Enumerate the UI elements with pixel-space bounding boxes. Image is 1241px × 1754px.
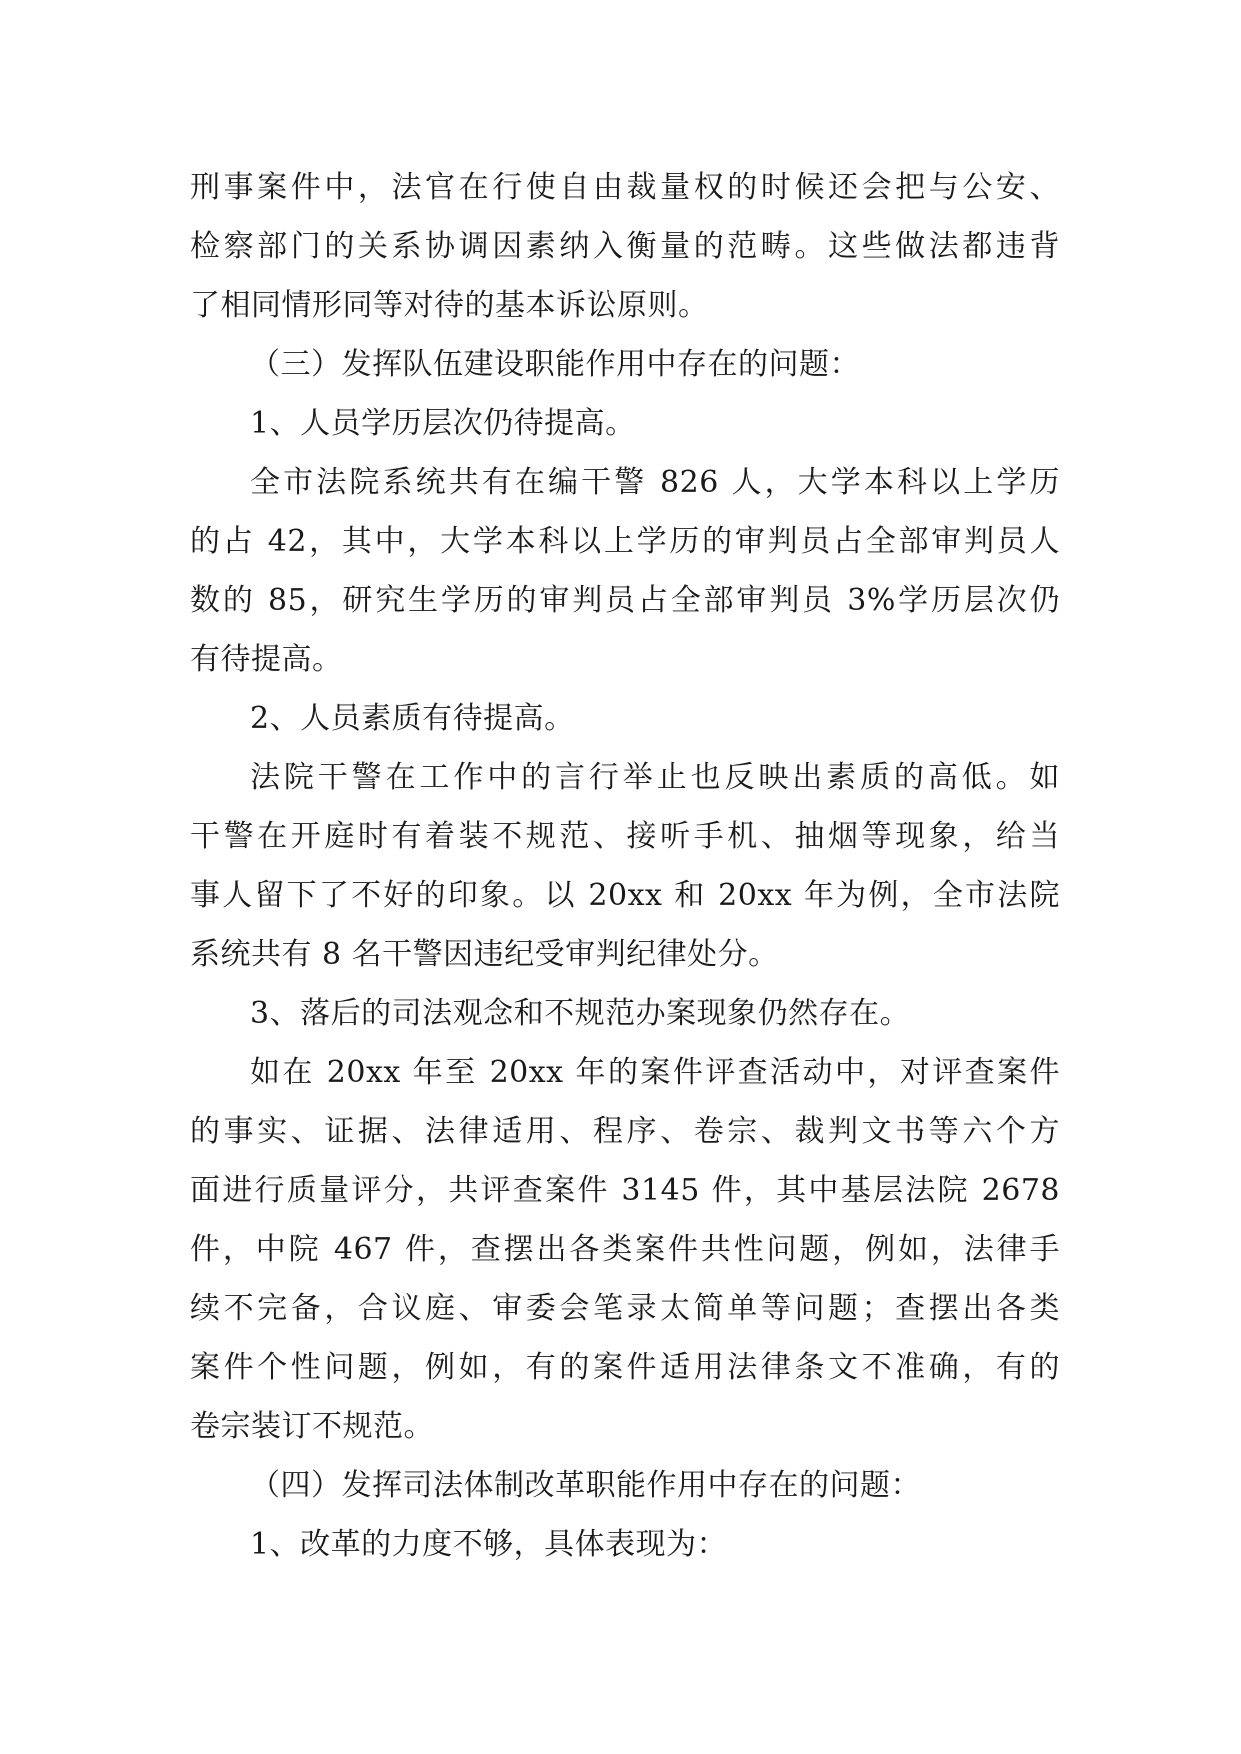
text-line: 检察部门的关系协调因素纳入衡量的范畴。这些做法都违背 — [190, 229, 1060, 264]
text-line: 件，中院 467 件，查摆出各类案件共性问题，例如，法律手 — [190, 1232, 1060, 1267]
text-line: 面进行质量评分，共评查案件 3145 件，其中基层法院 2678 — [190, 1173, 1060, 1208]
text-line: 干警在开庭时有着装不规范、接听手机、抽烟等现象，给当 — [190, 819, 1060, 854]
text-line: 有待提高。 — [190, 642, 343, 677]
text-line: 3、落后的司法观念和不规范办案现象仍然存在。 — [250, 996, 911, 1031]
text-line: 如在 20xx 年至 20xx 年的案件评查活动中，对评查案件 — [250, 1055, 1060, 1090]
text-line: 刑事案件中，法官在行使自由裁量权的时候还会把与公安、 — [190, 170, 1060, 205]
text-line: 事人留下了不好的印象。以 20xx 和 20xx 年为例，全市法院 — [190, 878, 1060, 913]
text-line: 1、人员学历层次仍待提高。 — [250, 406, 636, 441]
text-line: 2、人员素质有待提高。 — [250, 701, 575, 736]
text-line: 全市法院系统共有在编干警 826 人，大学本科以上学历 — [250, 465, 1060, 500]
text-line: 的事实、证据、法律适用、程序、卷宗、裁判文书等六个方 — [190, 1114, 1060, 1149]
text-line: 了相同情形同等对待的基本诉讼原则。 — [190, 288, 709, 323]
text-line: 法院干警在工作中的言行举止也反映出素质的高低。如 — [250, 760, 1060, 795]
text-line: （四）发挥司法体制改革职能作用中存在的问题： — [250, 1468, 921, 1503]
text-line: 的占 42，其中，大学本科以上学历的审判员占全部审判员人 — [190, 524, 1060, 559]
text-line: 1、改革的力度不够，具体表现为： — [250, 1527, 728, 1562]
document-body — [190, 158, 1060, 1574]
text-line: （三）发挥队伍建设职能作用中存在的问题： — [250, 347, 860, 382]
text-line: 系统共有 8 名干警因违纪受审判纪律处分。 — [190, 937, 779, 972]
text-line: 续不完备，合议庭、审委会笔录太简单等问题；查摆出各类 — [190, 1291, 1060, 1326]
text-line: 卷宗装订不规范。 — [190, 1409, 434, 1444]
text-line: 数的 85，研究生学历的审判员占全部审判员 3%学历层次仍 — [190, 583, 1060, 618]
text-line: 案件个性问题，例如，有的案件适用法律条文不准确，有的 — [190, 1350, 1060, 1385]
